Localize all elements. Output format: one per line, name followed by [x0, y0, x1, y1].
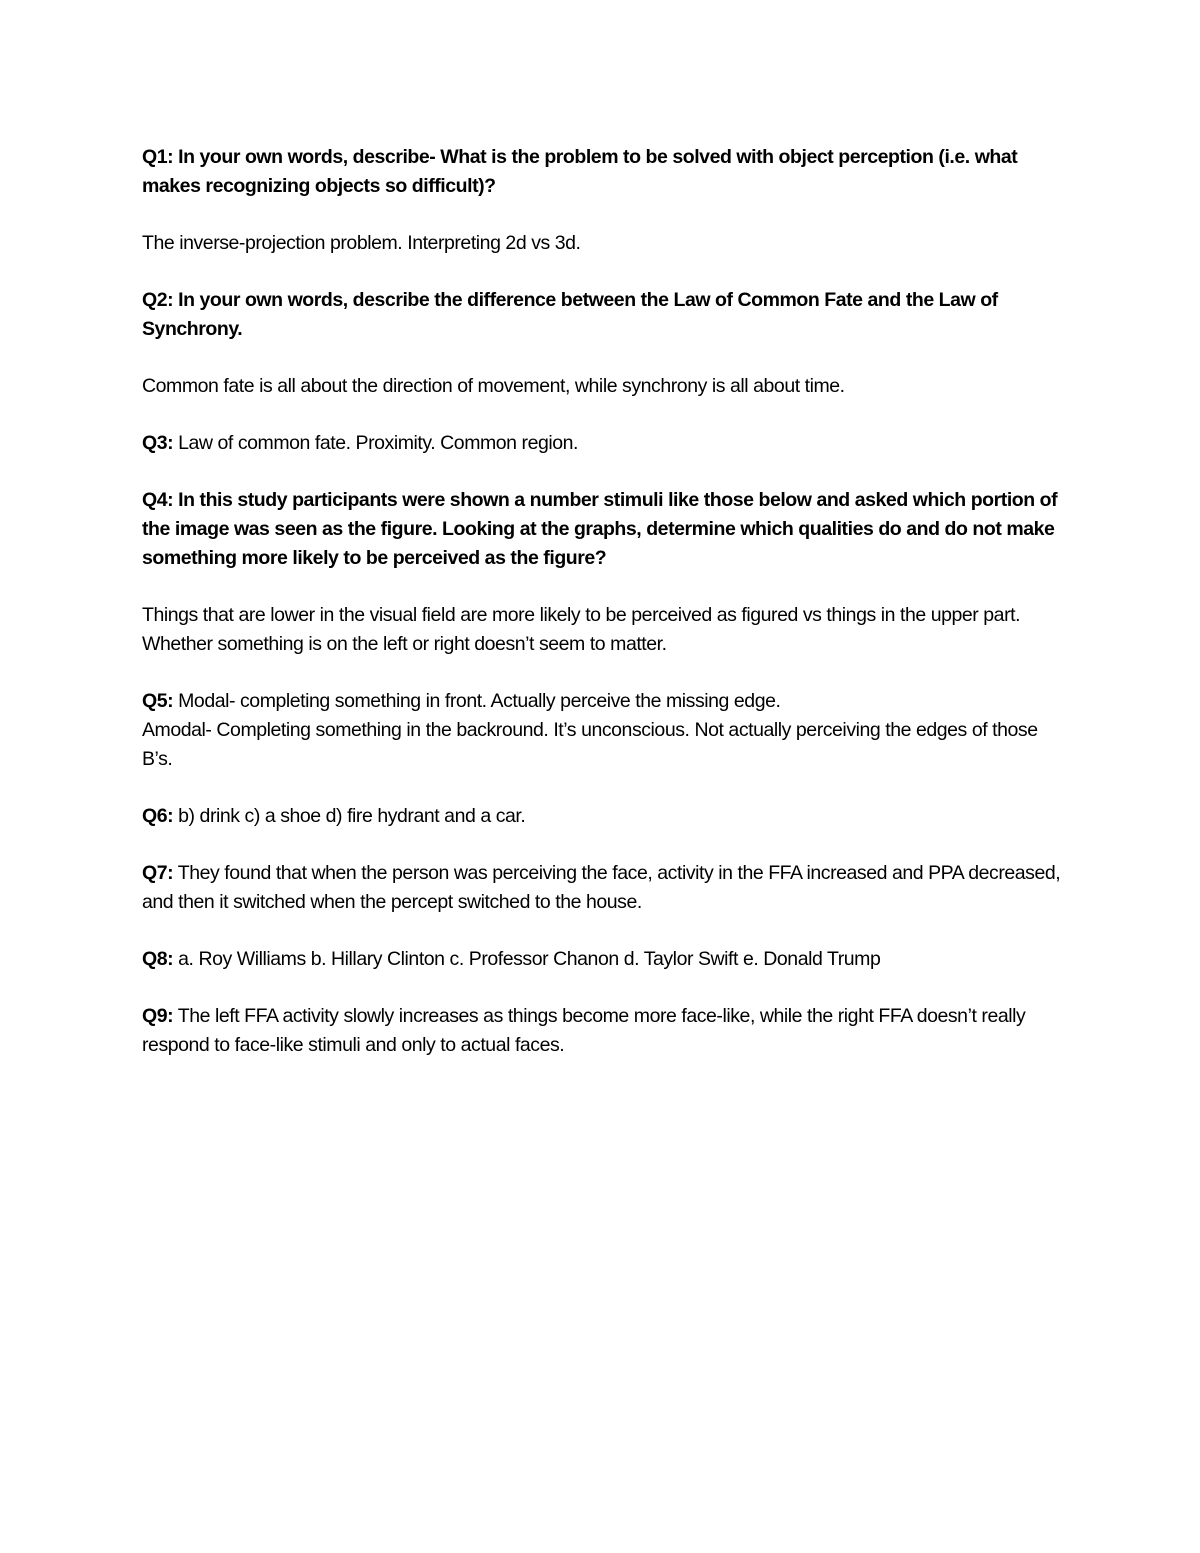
q3-answer-text: Law of common fate. Proximity. Common region. [173, 432, 579, 454]
q4-answer: Things that are lower in the visual field are more likely to be perceived as figured vs things in the upper part. Whether something is on the left or right doesn’t seem to matter. [142, 604, 1021, 655]
q5-label: Q5: [142, 690, 174, 712]
q6-answer-text: b) drink c) a shoe d) fire hydrant and a car. [173, 805, 526, 827]
q4-label: Q4: [142, 489, 174, 511]
q8-answer [142, 945, 1062, 974]
q7-answer-text: They found that when the person was perceiving the face, activity in the FFA increased and PPA decreased, and then it switched when the percept switched to the house. [142, 862, 1061, 913]
q1-label: Q1: [142, 146, 174, 168]
document-page [142, 143, 1062, 1088]
q1-answer: The inverse-projection problem. Interpreting 2d vs 3d. [142, 232, 581, 254]
q8-label: Q8: [142, 948, 174, 970]
q5-answer [142, 687, 1062, 774]
q2-label: Q2: [142, 289, 174, 311]
q6-answer [142, 802, 1062, 831]
q5-answer-line1: Modal- completing something in front. Actually perceive the missing edge. [173, 690, 781, 712]
q9-answer [142, 1002, 1062, 1060]
q1-question-text: In your own words, describe- What is the problem to be solved with object perception (i.e. what makes recognizing objects so difficult)? [142, 146, 1018, 197]
q9-answer-text: The left FFA activity slowly increases as things become more face-like, while the right FFA doesn’t really respond to face-like stimuli and only to actual faces. [142, 1005, 1026, 1056]
q8-answer-text: a. Roy Williams b. Hillary Clinton c. Professor Chanon d. Taylor Swift e. Donald Trump [173, 948, 881, 970]
q7-label: Q7: [142, 862, 174, 884]
q9-label: Q9: [142, 1005, 174, 1027]
q3-label: Q3: [142, 432, 174, 454]
q2-question [142, 286, 1062, 344]
q6-label: Q6: [142, 805, 174, 827]
q2-question-text: In your own words, describe the difference between the Law of Common Fate and the Law of Synchrony. [142, 289, 998, 340]
q5-answer-line2: Amodal- Completing something in the backround. It’s unconscious. Not actually perceiving the edges of those B’s. [142, 719, 1038, 770]
q3-answer [142, 429, 1062, 458]
q1-question [142, 143, 1062, 201]
q4-question-text: In this study participants were shown a number stimuli like those below and asked which portion of the image was seen as the figure. Looking at the graphs, determine which qualities do and do not make something more likely to be perceived as the figure? [142, 489, 1058, 569]
q7-answer [142, 859, 1062, 917]
q4-question [142, 486, 1062, 573]
q2-answer: Common fate is all about the direction of movement, while synchrony is all about time. [142, 375, 845, 397]
